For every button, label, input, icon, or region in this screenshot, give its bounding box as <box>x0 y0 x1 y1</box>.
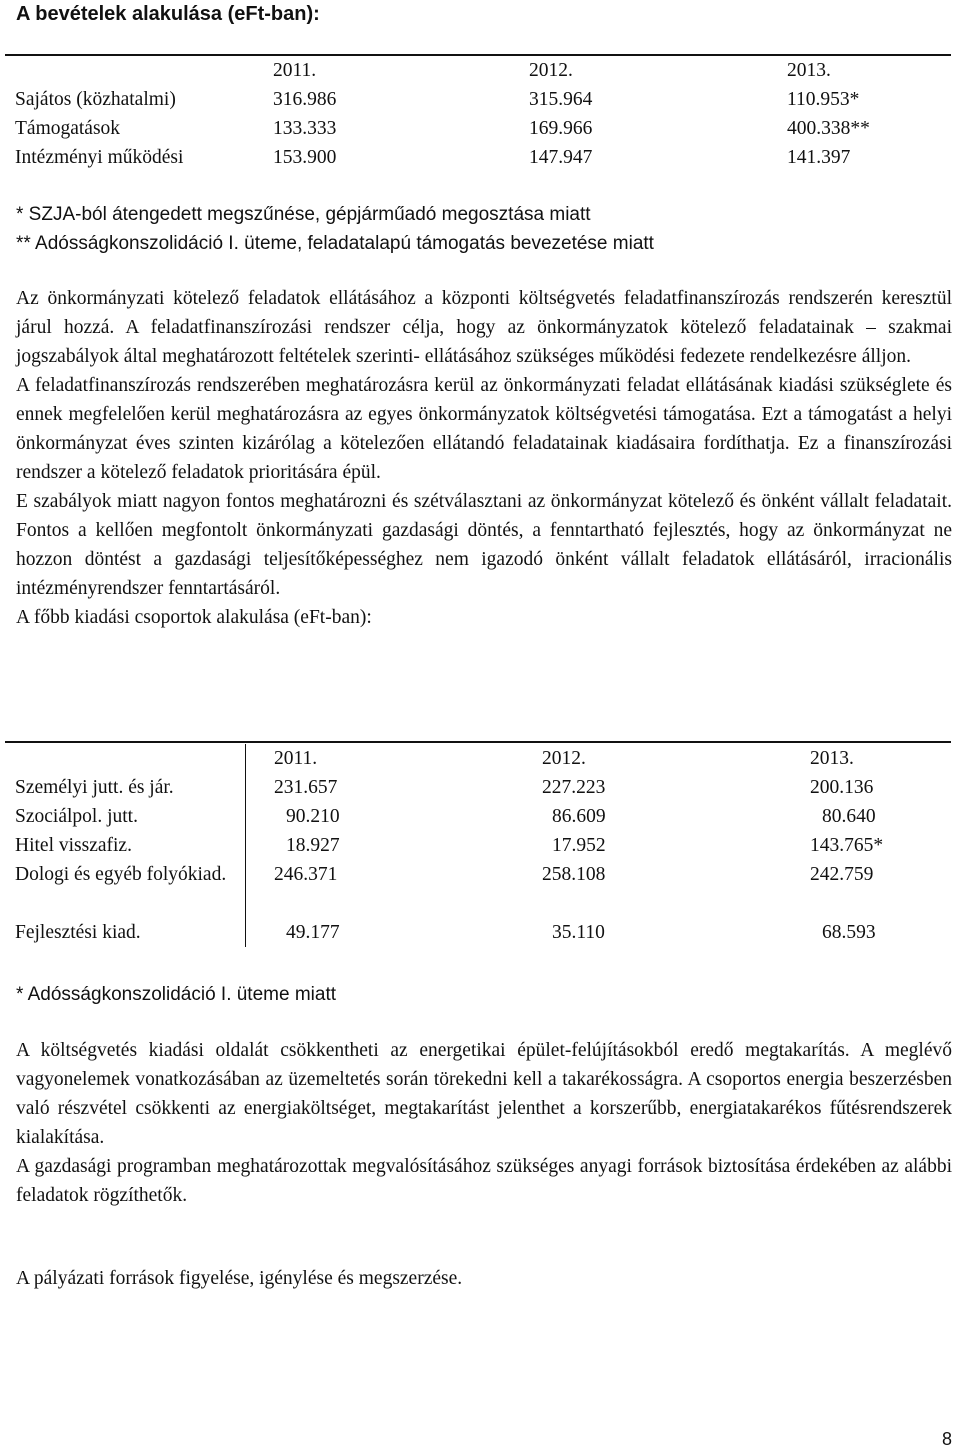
final-line: A pályázati források figyelése, igénylése és megszerzése. <box>16 1268 463 1289</box>
table-cell: 133.333 <box>273 118 337 139</box>
table-cell: 227.223 <box>542 777 606 798</box>
table-cell: Szociálpol. jutt. <box>5 802 246 831</box>
table-cell: 316.986 <box>273 89 337 110</box>
expense-note: * Adósságkonszolidáció I. üteme miatt <box>16 984 337 1005</box>
table-header-cell: 2012. <box>529 60 573 81</box>
table-header-cell: 2012. <box>542 748 586 769</box>
table-row <box>5 143 951 172</box>
revenue-heading: A bevételek alakulása (eFt-ban): <box>16 3 320 25</box>
table-header-cell: 2011. <box>274 748 318 769</box>
table-cell: 49.177 <box>286 922 340 943</box>
table-cell: 315.964 <box>529 89 593 110</box>
table-cell: 110.953* <box>787 89 860 110</box>
table-cell: Fejlesztési kiad. <box>5 918 246 947</box>
table-row <box>5 802 951 831</box>
footnote: * SZJA-ból átengedett megszűnése, gépjárműadó megosztása miatt <box>16 204 591 225</box>
table-row <box>5 773 951 802</box>
table-cell: Személyi jutt. és jár. <box>5 773 246 802</box>
table-header-cell: 2013. <box>810 748 854 769</box>
table-cell: 242.759 <box>810 864 874 885</box>
table-cell: 258.108 <box>542 864 606 885</box>
paragraph: Az önkormányzati kötelező feladatok ellátásához a központi költségvetés feladatfinanszírozás rendszerén keresztül járul hozzá. A feladatfinanszírozási rendszer célja, hogy az önkormányzatok kötelező feladatainak – szakmai jogszabályok által meghatározott feltételek szerinti- ellátásához szükséges működési fedezete rendelkezésre álljon. <box>16 288 952 367</box>
table-cell: 90.210 <box>286 806 340 827</box>
table-cell: 86.609 <box>552 806 606 827</box>
paragraph: A gazdasági programban meghatározottak megvalósításához szükséges anyagi források biztosítása érdekében az alábbi feladatok rögzíthetők. <box>16 1156 952 1206</box>
table-top-rule <box>5 741 951 743</box>
table-cell: Dologi és egyéb folyókiad. <box>5 860 246 918</box>
table-cell: 147.947 <box>529 147 593 168</box>
table-row <box>5 860 951 918</box>
table-row <box>5 918 951 947</box>
table-header-cell: 2013. <box>787 60 831 81</box>
table-cell: 200.136 <box>810 777 874 798</box>
table-header-row <box>5 744 951 773</box>
table-cell: 35.110 <box>552 922 605 943</box>
table-cell <box>5 56 245 85</box>
table-header-row <box>5 56 951 85</box>
table-row <box>5 85 951 114</box>
closing-text <box>16 1036 952 1210</box>
table-cell: Hitel visszafiz. <box>5 831 246 860</box>
table-cell: 141.397 <box>787 147 851 168</box>
table-cell: 68.593 <box>822 922 876 943</box>
expense-table <box>5 744 951 947</box>
table-cell <box>5 744 246 773</box>
table-cell: 400.338** <box>787 118 870 139</box>
table-cell: Sajátos (közhatalmi) <box>15 89 176 110</box>
table-cell: Támogatások <box>15 118 121 139</box>
table-cell: 231.657 <box>274 777 338 798</box>
paragraph: A költségvetés kiadási oldalát csökkentheti az energetikai épület-felújításokból eredő megtakarítás. A meglévő vagyonelemek vonatkozásában az üzemeltetés során törekedni kell a takarékosságra. A csoportos energia beszerzésben való részvétel csökkenti az energiaköltséget, megtakarítást jelenthet a korszerűbb, energiatakarékos fűtésrendszerek kialakítása. <box>16 1040 952 1148</box>
paragraph: A főbb kiadási csoportok alakulása (eFt-ban): <box>16 607 372 628</box>
table-cell: Intézményi működési <box>15 147 184 168</box>
table-row <box>5 114 951 143</box>
paragraph: A feladatfinanszírozás rendszerében meghatározásra kerül az önkormányzati feladat ellátásának kiadási szükséglete és ennek megfelelően kerül meghatározásra az egyes önkormányzatok költségvetési támogatása. Ezt a támogatást a helyi önkormányzat éves szinten kizárólag a kötelezően ellátandó feladatainak kiadásaira fordíthatja. Ez a finanszírozási rendszer a kötelező feladatok prioritására épül. <box>16 375 952 483</box>
table-cell: 246.371 <box>274 864 338 885</box>
table-header-cell: 2011. <box>273 60 317 81</box>
table-row <box>5 831 951 860</box>
table-cell: 169.966 <box>529 118 593 139</box>
table-cell: 143.765* <box>810 835 884 856</box>
footnote: ** Adósságkonszolidáció I. üteme, feladatalapú támogatás bevezetése miatt <box>16 233 654 254</box>
table-cell: 18.927 <box>286 835 340 856</box>
table-cell: 80.640 <box>822 806 876 827</box>
revenue-table <box>5 56 951 172</box>
table-cell: 17.952 <box>552 835 606 856</box>
revenue-notes <box>16 200 952 258</box>
paragraph: E szabályok miatt nagyon fontos meghatározni és szétválasztani az önkormányzat kötelező és önként vállalt feladatait. Fontos a kellően megfontolt önkormányzati gazdasági döntés, a fenntartható fejlesztés, hogy az önkormányzat ne hozzon döntést a gazdasági teljesítőképességhez nem igazodó önként vállalt feladatok ellátásáról, irracionális intézményrendszer fenntartásáról. <box>16 491 952 599</box>
page-number: 8 <box>941 1429 952 1449</box>
body-text <box>16 284 952 632</box>
table-cell: 153.900 <box>273 147 337 168</box>
